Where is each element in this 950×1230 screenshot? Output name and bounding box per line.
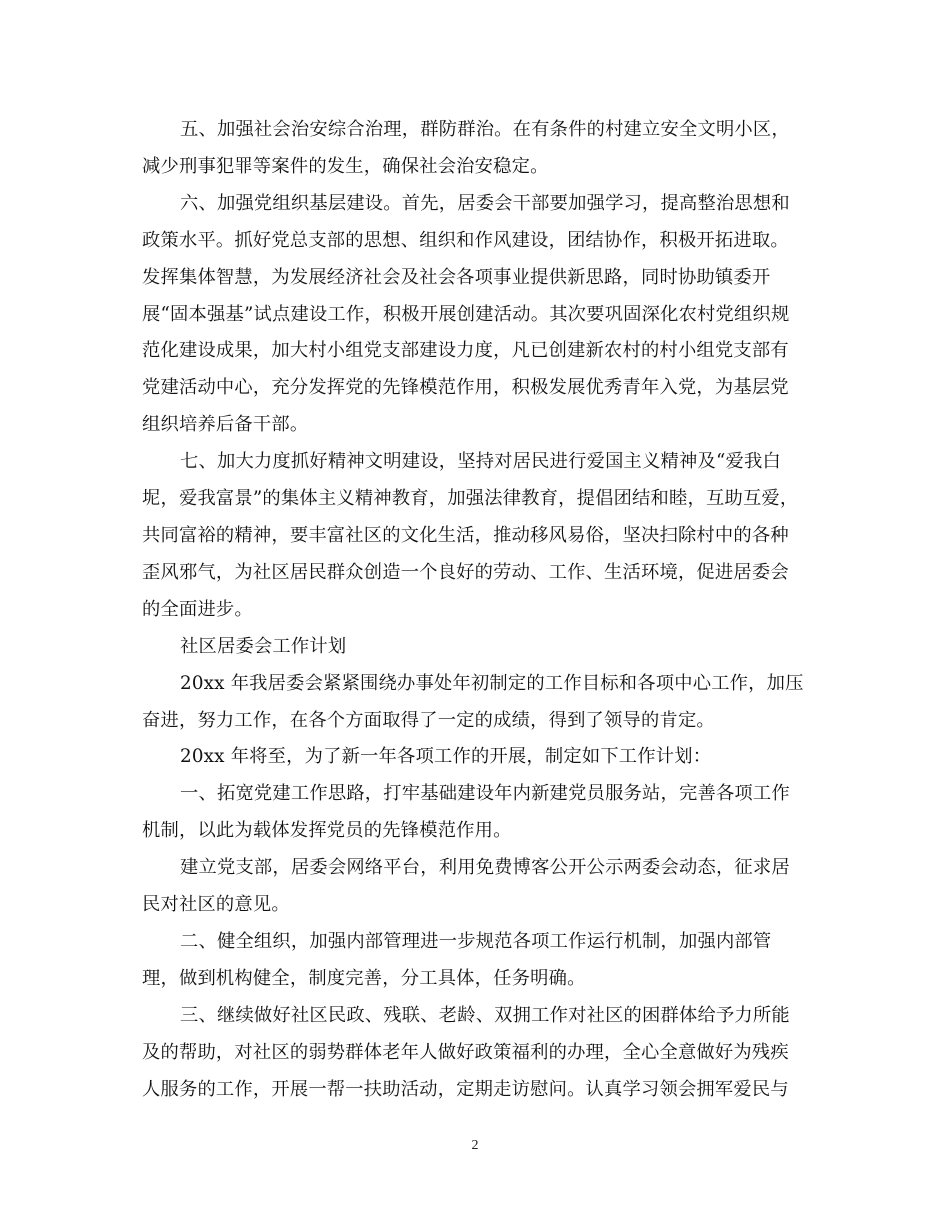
paragraph-line: 展“固本强基”试点建设工作，积极开展创建活动。其次要巩固深化农村党组织规 xyxy=(142,303,790,325)
paragraph-line: 坭，爱我富景”的集体主义精神教育，加强法律教育，提倡团结和睦，互助互爱， xyxy=(142,488,799,510)
paragraph-line: 建立党支部，居委会网络平台，利用免费博客公开公示两委会动态，征求居 xyxy=(180,857,790,879)
paragraph-line: 20xx 年我居委会紧紧围绕办事处年初制定的工作目标和各项中心工作，加压 xyxy=(180,672,804,694)
paragraph-line: 民对社区的意见。 xyxy=(142,894,290,916)
paragraph-line: 的全面进步。 xyxy=(142,598,253,620)
paragraph-line: 五、加强社会治安综合治理，群防群治。在有条件的村建立安全文明小区， xyxy=(180,119,790,140)
paragraph-line: 二、健全组织，加强内部管理进一步规范各项工作运行机制，加强内部管 xyxy=(180,930,772,952)
paragraph-line: 党建活动中心，充分发挥党的先锋模范作用，积极发展优秀青年入党，为基层党 xyxy=(142,377,789,399)
paragraph-line: 共同富裕的精神，要丰富社区的文化生活，推动移风易俗，坚决扫除村中的各种 xyxy=(142,524,789,546)
paragraph-line: 20xx 年将至，为了新一年各项工作的开展，制定如下工作计划： xyxy=(180,746,712,768)
paragraph-line: 七、加大力度抓好精神文明建设，坚持对居民进行爱国主义精神及“爱我白 xyxy=(180,451,781,473)
paragraph-line: 范化建设成果，加大村小组党支部建设力度，凡已创建新农村的村小组党支部有 xyxy=(142,340,789,362)
paragraph-line: 组织培养后备干部。 xyxy=(142,414,309,436)
paragraph xyxy=(142,998,810,1109)
paragraph xyxy=(142,112,810,186)
paragraph-line: 及的帮助，对社区的弱势群体老年人做好政策福利的办理，全心全意做好为残疾 xyxy=(142,1041,789,1063)
paragraph xyxy=(142,924,810,998)
paragraph-line: 人服务的工作，开展一帮一扶助活动，定期走访慰问。认真学习领会拥军爱民与 xyxy=(142,1078,789,1100)
document-body xyxy=(142,112,810,1108)
paragraph-line: 发挥集体智慧，为发展经济社会及社会各项事业提供新思路，同时协助镇委开 xyxy=(142,266,771,288)
paragraph-line: 奋进，努力工作，在各个方面取得了一定的成绩，得到了领导的肯定。 xyxy=(142,709,715,731)
page-number: 2 xyxy=(471,1138,479,1153)
paragraph-line: 六、加强党组织基层建设。首先，居委会干部要加强学习，提高整治思想和 xyxy=(180,192,790,214)
paragraph-line: 减少刑事犯罪等案件的发生，确保社会治安稳定。 xyxy=(142,155,549,177)
paragraph xyxy=(142,739,810,776)
paragraph-line: 政策水平。抓好党总支部的思想、组织和作风建设，团结协作，积极开拓进取。 xyxy=(142,229,789,251)
paragraph xyxy=(142,629,810,666)
paragraph xyxy=(142,850,810,924)
paragraph xyxy=(142,444,810,629)
paragraph-line: 三、继续做好社区民政、残联、老龄、双拥工作对社区的困群体给予力所能 xyxy=(180,1004,790,1026)
paragraph-line: 社区居委会工作计划 xyxy=(180,635,347,657)
paragraph xyxy=(142,666,810,740)
paragraph-line: 一、拓宽党建工作思路，打牢基础建设年内新建党员服务站，完善各项工作 xyxy=(180,783,790,805)
paragraph xyxy=(142,186,810,444)
paragraph-line: 理，做到机构健全，制度完善，分工具体，任务明确。 xyxy=(142,967,586,989)
paragraph-line: 歪风邪气，为社区居民群众创造一个良好的劳动、工作、生活环境，促进居委会 xyxy=(142,561,789,583)
paragraph-line: 机制，以此为载体发挥党员的先锋模范作用。 xyxy=(142,820,512,842)
paragraph xyxy=(142,776,810,850)
